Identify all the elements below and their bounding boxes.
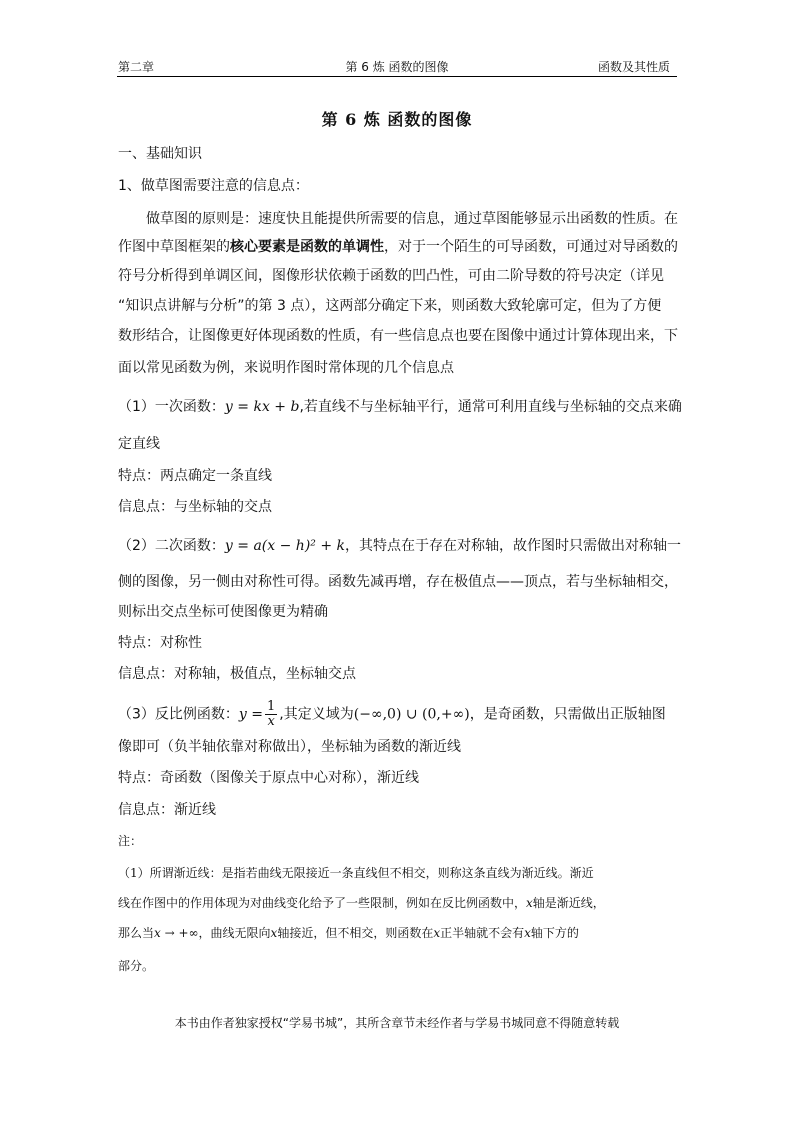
- quadratic-feature: 特点：对称性: [118, 635, 202, 651]
- quadratic-info: 信息点：对称轴，极值点，坐标轴交点: [118, 666, 356, 682]
- note-line: [118, 894, 605, 912]
- quadratic-label: （2）二次函数：: [118, 538, 225, 554]
- para-line: “知识点讲解与分析”的第 3 点），这两部分确定下来，则函数大致轮廓可定，但为了方便: [118, 298, 662, 314]
- para-line: 做草图的原则是：速度快且能提供所需要的信息，通过草图能够显示出函数的性质。在: [146, 211, 678, 227]
- note-line: 部分。: [118, 959, 155, 973]
- page-title: 第 6 炼 函数的图像: [321, 110, 473, 129]
- inverse-fraction: [265, 700, 277, 729]
- quadratic-formula: y = a(x − h)² + k: [224, 538, 346, 554]
- note-var: x: [270, 926, 278, 940]
- linear-info: 信息点：与坐标轴的交点: [118, 499, 272, 515]
- note-text: 轴接近，但不相交，则函数在: [277, 926, 434, 940]
- para-line: 符号分析得到单调区间，图像形状依赖于函数的凹凸性，可由二阶导数的符号决定（详见: [118, 268, 664, 284]
- header-chapter: 第二章: [118, 60, 155, 74]
- para-line: [118, 237, 678, 257]
- note-label: 注：: [118, 834, 143, 848]
- linear-feature: 特点：两点确定一条直线: [118, 468, 272, 484]
- note-line: [118, 924, 579, 942]
- header-rule: [117, 76, 677, 77]
- inverse-y: y =: [238, 706, 264, 723]
- quadratic-text: ，其特点在于存在对称轴，故作图时只需做出对称轴一: [345, 538, 682, 554]
- para-line: 数形结合，让图像更好体现函数的性质，有一些信息点也要在图像中通过计算体现出来，下: [118, 328, 678, 344]
- inverse-domain: (−∞,0) ∪ (0,+∞): [353, 706, 470, 723]
- para-text: ，对于一个陌生的可导函数，可通过对导函数的: [384, 239, 678, 255]
- inverse-line-2: 像即可（负半轴依靠对称做出），坐标轴为函数的渐近线: [118, 739, 461, 755]
- linear-formula: y = kx + b: [224, 399, 300, 415]
- note-text: ，曲线无限向: [198, 926, 271, 940]
- note-text: 线在作图中的作用体现为对曲线变化给予了一些限制，例如在反比例函数中，: [118, 896, 527, 910]
- inverse-text: ,其定义域为: [279, 706, 354, 723]
- quadratic-line-3: 则标出交点坐标可使图像更为精确: [118, 604, 328, 620]
- para-line: 面以常见函数为例，来说明作图时常体现的几个信息点: [118, 360, 454, 376]
- note-text: 那么当: [118, 926, 155, 940]
- note-var: x: [526, 896, 533, 910]
- linear-line-cont: 定直线: [118, 436, 160, 452]
- para-text: 作图中草图框架的: [118, 239, 230, 255]
- quadratic-line-2: 侧的图像，另一侧由对称性可得。函数先减再增，存在极值点——顶点，若与坐标轴相交，: [118, 574, 678, 590]
- note-formula: x → +∞: [154, 926, 199, 940]
- note-text: 轴下方的: [530, 926, 579, 940]
- fraction-denominator: x: [267, 714, 275, 729]
- linear-label: （1）一次函数：: [118, 399, 225, 415]
- linear-text: ,若直线不与坐标轴平行，通常可利用直线与坐标轴的交点来确: [299, 399, 682, 415]
- section-heading: 一、基础知识: [118, 146, 202, 162]
- inverse-text: ，是奇函数，只需做出正版轴图: [469, 706, 666, 723]
- header-lesson: 第 6 炼 函数的图像: [345, 60, 449, 74]
- item-heading: 1、做草图需要注意的信息点：: [118, 178, 309, 194]
- note-line: （1）所谓渐近线：是指若曲线无限接近一条直线但不相交，则称这条直线为渐近线。渐近: [118, 866, 594, 880]
- note-text: 正半轴就不会有: [440, 926, 525, 940]
- inverse-line: [118, 700, 666, 729]
- inverse-label: （3）反比例函数：: [118, 706, 239, 723]
- inverse-feature: 特点：奇函数（图像关于原点中心对称），渐近线: [118, 770, 419, 786]
- copyright-footer: 本书由作者独家授权“学易书城”，其所含章节未经作者与学易书城同意不得随意转载: [174, 1016, 620, 1030]
- note-var: x: [524, 926, 531, 940]
- linear-line: [118, 397, 682, 417]
- note-text: 轴是渐近线，: [532, 896, 605, 910]
- note-var: x: [433, 926, 441, 940]
- emphasis-text: 核心要素是函数的单调性: [230, 239, 384, 255]
- fraction-numerator: 1: [267, 699, 276, 714]
- header-topic: 函数及其性质: [598, 60, 671, 74]
- inverse-info: 信息点：渐近线: [118, 802, 216, 818]
- quadratic-line: [118, 536, 681, 556]
